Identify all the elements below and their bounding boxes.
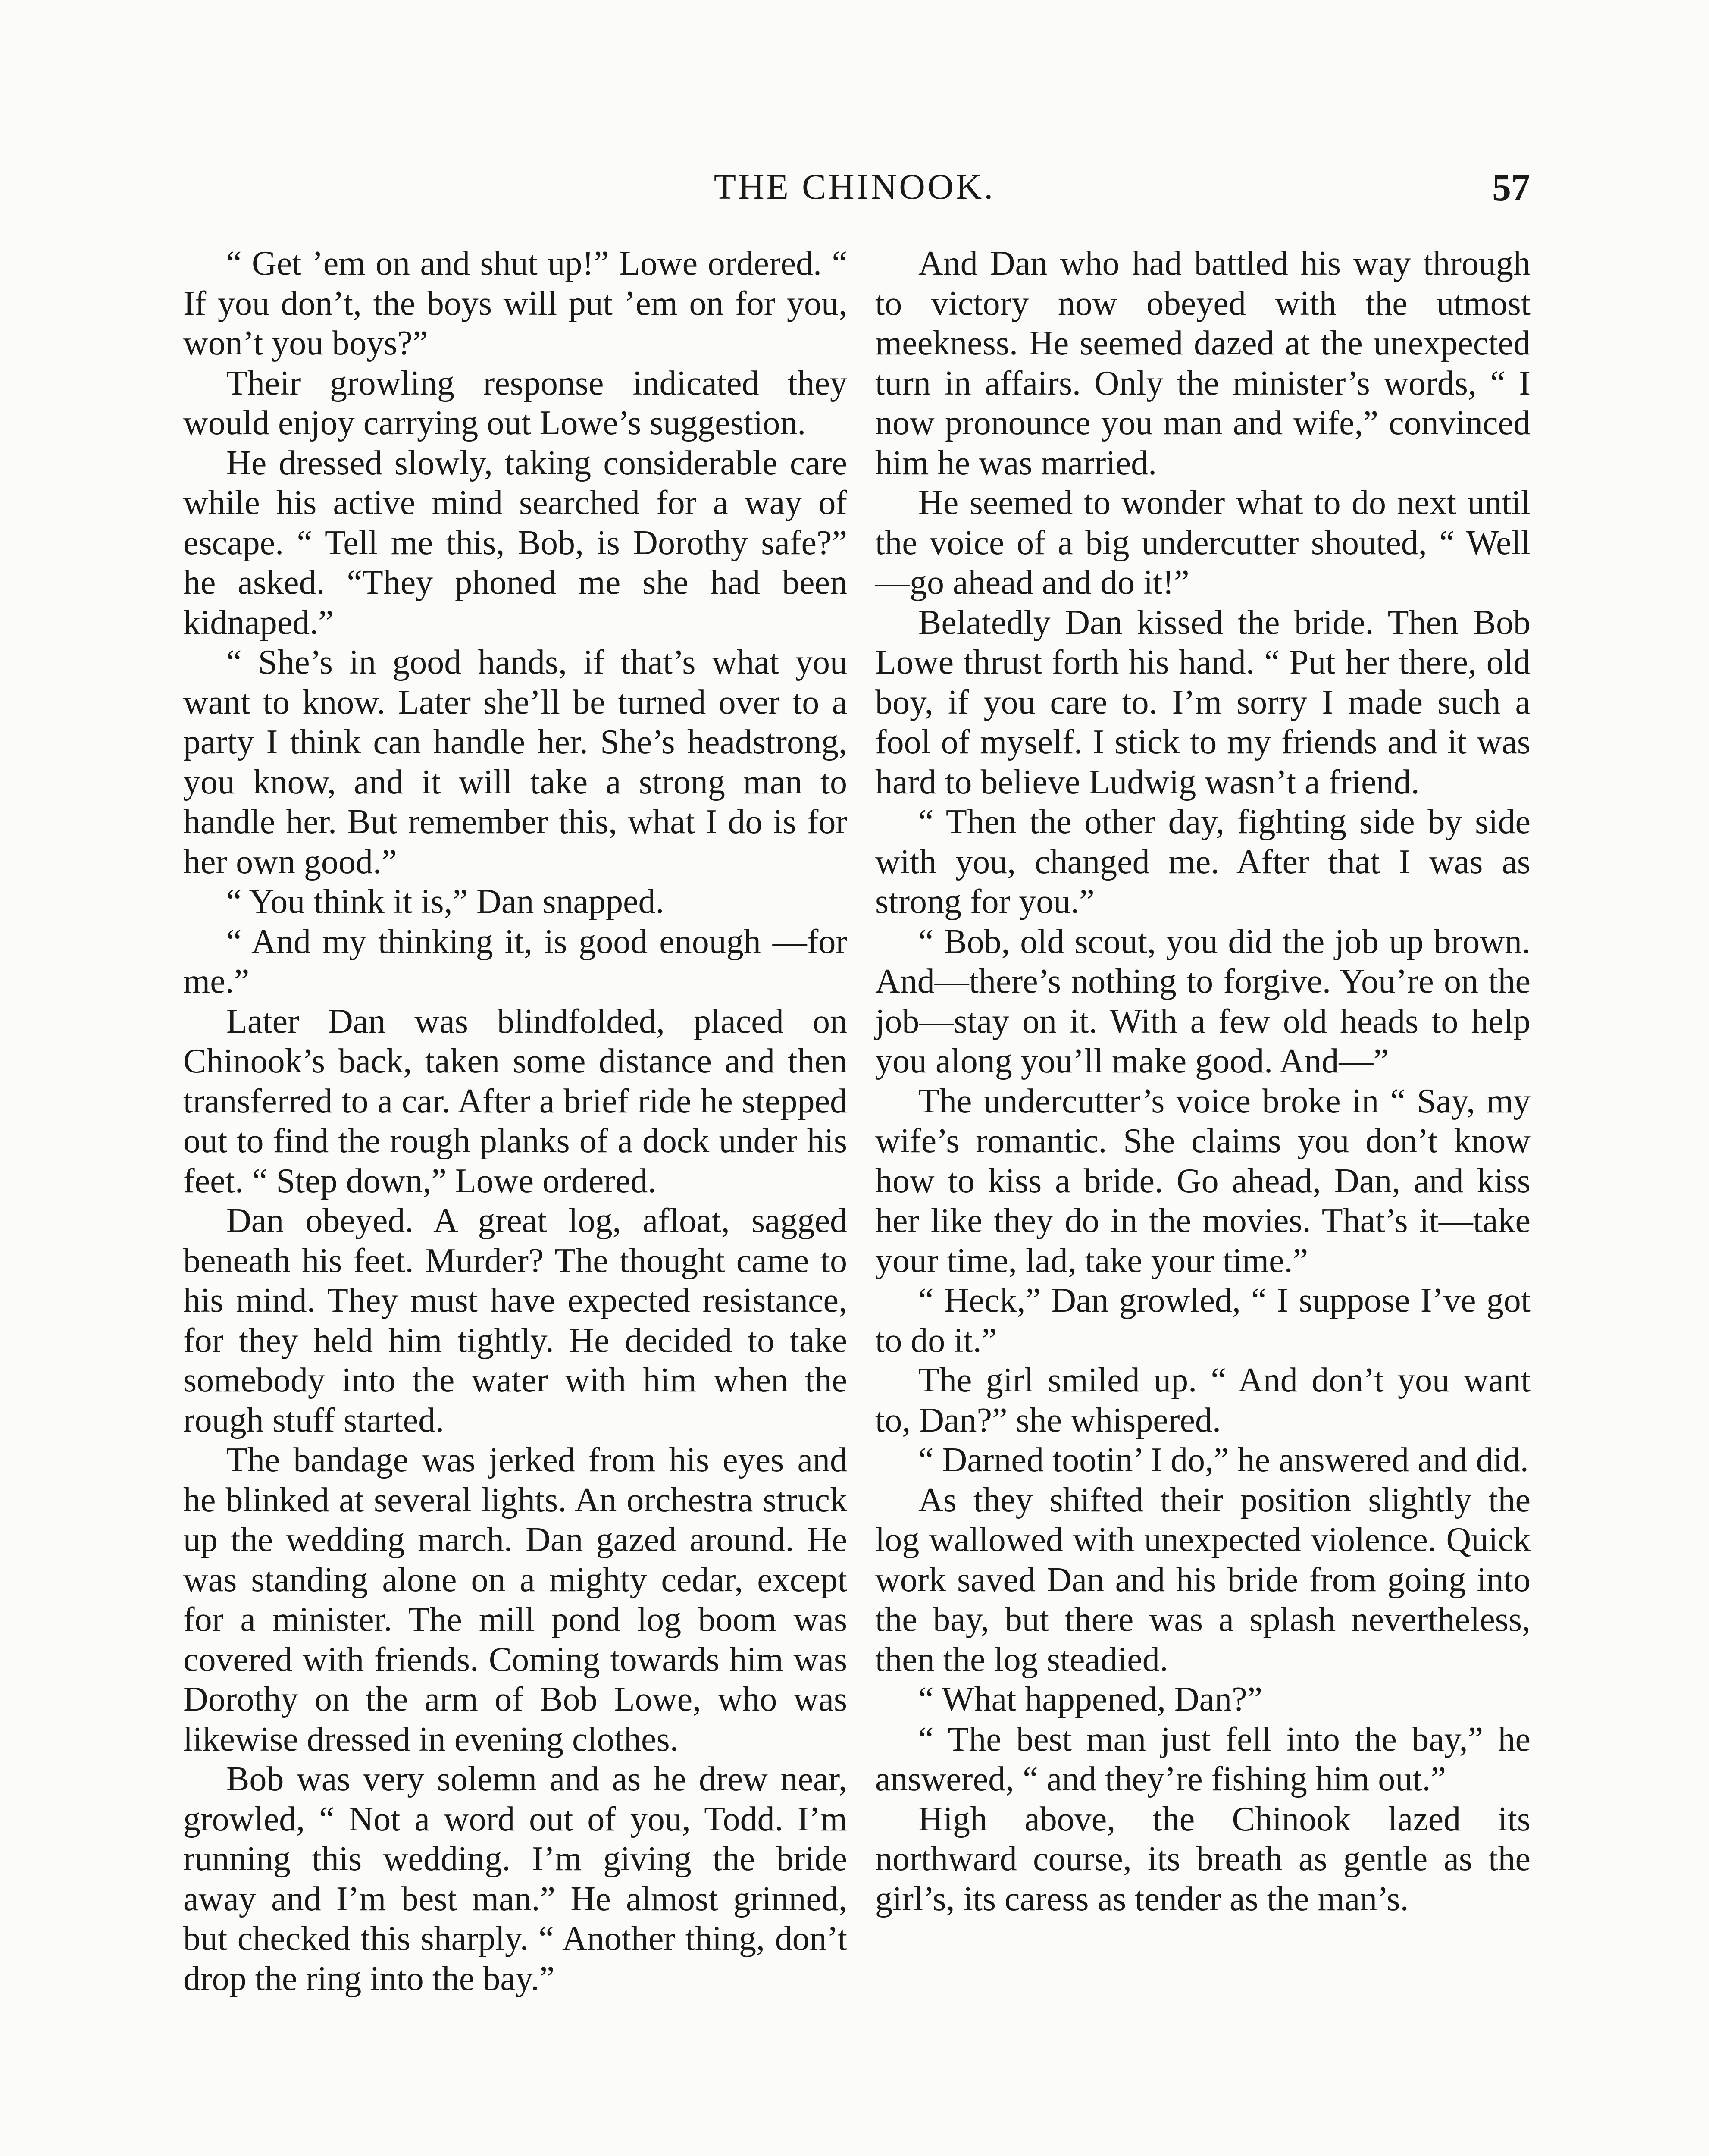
paragraph: “ Heck,” Dan growled, “ I suppose I’ve got to do it.” bbox=[875, 1282, 1531, 1360]
paragraph: “ The best man just fell into the bay,” he answered, “ and they’re fishing him out.” bbox=[875, 1720, 1531, 1798]
paragraph: “ What happened, Dan?” bbox=[918, 1680, 1263, 1718]
paragraph: “ And my thinking it, is good enough —for me.” bbox=[183, 922, 847, 1000]
paragraph: Bob was very solemn and as he drew near, growled, “ Not a word out of you, Todd. I’m running this wedding. I’m giving the bride away and I’m best man.” He almost grinned, but checked this sharply. “ Another thing, don’t drop the ring into the bay.” bbox=[183, 1760, 847, 1998]
paragraph: Later Dan was blindfolded, placed on Chinook’s back, taken some distance and then transferred to a car. After a brief ride he stepped out to find the rough planks of a dock under his feet. “ Step down,” Lowe ordered. bbox=[183, 1002, 847, 1200]
paragraph: And Dan who had battled his way through to victory now obeyed with the utmost meekness. He seemed dazed at the unexpected turn in affairs. Only the minister’s words, “ I now pronounce you man and wife,” convinced him he was married. bbox=[875, 244, 1531, 482]
page-header bbox=[0, 166, 1709, 218]
paragraph: “ You think it is,” Dan snapped. bbox=[226, 883, 664, 921]
paragraph: “ She’s in good hands, if that’s what you want to know. Later she’ll be turned over to a party I think can handle her. She’s headstrong, you know, and it will take a strong man to handle her. But remember this, what I do is for her own good.” bbox=[183, 643, 847, 881]
left-column bbox=[183, 244, 847, 1999]
paragraph: He dressed slowly, taking considerable care while his active mind searched for a way of escape. “ Tell me this, Bob, is Dorothy safe?” he asked. “They phoned me she had been kidnaped.” bbox=[183, 444, 847, 642]
paragraph: Their growling response indicated they would enjoy carrying out Lowe’s suggestion. bbox=[183, 364, 847, 442]
paragraph: The bandage was jerked from his eyes and he blinked at several lights. An orchestra struck up the wedding march. Dan gazed around. He was standing alone on a mighty cedar, except for a minister. The mill pond log boom was covered with friends. Coming towards him was Dorothy on the arm of Bob Lowe, who was likewise dressed in evening clothes. bbox=[183, 1441, 847, 1758]
running-title: THE CHINOOK. bbox=[714, 167, 995, 207]
paragraph: As they shifted their position slightly the log wallowed with unexpected violence. Quick work saved Dan and his bride from going into the bay, but there was a splash nevertheless, then the log steadied. bbox=[875, 1481, 1531, 1679]
right-column bbox=[875, 244, 1531, 1919]
paragraph: Dan obeyed. A great log, afloat, sagged beneath his feet. Murder? The thought came to his mind. They must have expected resistance, for they held him tightly. He decided to take somebody into the water with him when the rough stuff started. bbox=[183, 1202, 847, 1439]
paragraph: “ Get ’em on and shut up!” Lowe ordered. “ If you don’t, the boys will put ’em on for you, won’t you boys?” bbox=[183, 244, 847, 362]
paragraph: Belatedly Dan kissed the bride. Then Bob Lowe thrust forth his hand. “ Put her there, old boy, if you care to. I’m sorry I made such a fool of myself. I stick to my friends and it was hard to believe Ludwig wasn’t a friend. bbox=[875, 603, 1531, 801]
paragraph: He seemed to wonder what to do next until the voice of a big undercutter shouted, “ Well—go ahead and do it!” bbox=[875, 484, 1531, 602]
paragraph: The undercutter’s voice broke in “ Say, my wife’s romantic. She claims you don’t know how to kiss a bride. Go ahead, Dan, and kiss her like they do in the movies. That’s it—take your time, lad, take your time.” bbox=[875, 1082, 1531, 1280]
paragraph: “ Bob, old scout, you did the job up brown. And—there’s nothing to forgive. You’re on the job—stay on it. With a few old heads to help you along you’ll make good. And—” bbox=[875, 922, 1531, 1080]
paragraph: High above, the Chinook lazed its northward course, its breath as gentle as the girl’s, its caress as tender as the man’s. bbox=[875, 1800, 1531, 1918]
paragraph: The girl smiled up. “ And don’t you want to, Dan?” she whispered. bbox=[875, 1361, 1531, 1439]
paragraph: “ Then the other day, fighting side by side with you, changed me. After that I was as strong for you.” bbox=[875, 803, 1531, 921]
page-number: 57 bbox=[1492, 167, 1530, 209]
paragraph: “ Darned tootin’ I do,” he answered and did. bbox=[918, 1441, 1529, 1479]
